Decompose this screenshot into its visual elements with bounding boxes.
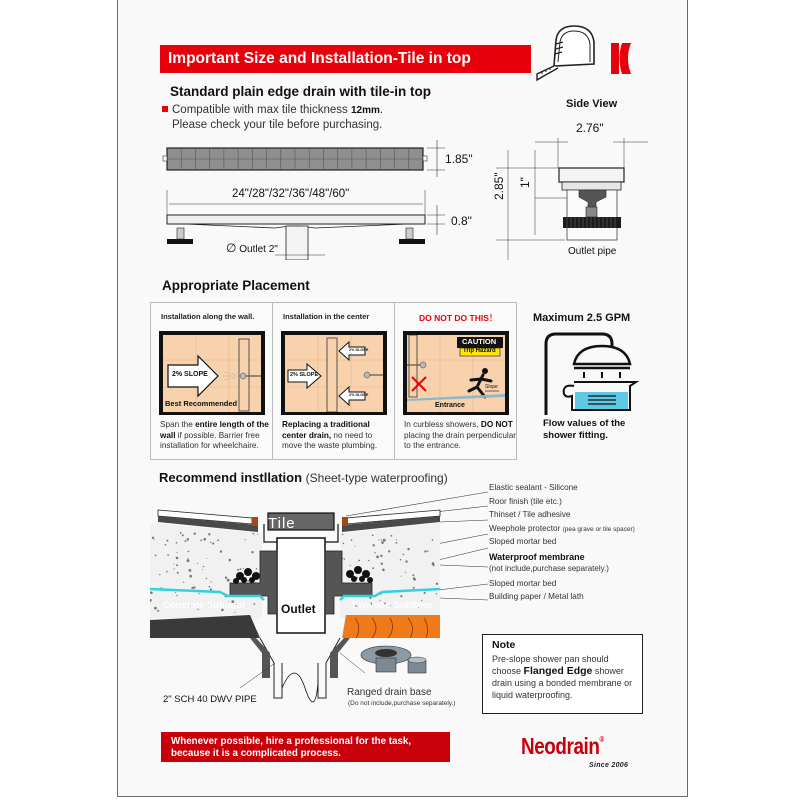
warning-line1: Whenever possible, hire a professional for the task, — [171, 736, 412, 747]
flow-desc-line1: Flow values of the — [543, 418, 626, 429]
placement-panel-wall — [151, 303, 273, 459]
legend-item — [489, 481, 635, 495]
slope-label: 2% SLOPE — [172, 371, 208, 378]
max-gpm-title: Maximum 2.5 GPM — [533, 312, 631, 324]
concrete-subfloor-label: Concrete Subfloor — [163, 600, 246, 611]
legend-item — [489, 508, 635, 522]
placement-panel-do-not — [395, 303, 517, 459]
product-subtitle: Standard plain edge drain with tile-in top — [170, 84, 432, 99]
flow-description — [543, 418, 625, 442]
drain-lengths-label: 24"/28"/32"/36"/48"/60" — [232, 188, 350, 200]
slope-label-bottom: 2% SLOPE — [349, 393, 369, 397]
panel-description — [404, 420, 516, 452]
legend-note: (not include,purchase separately.) — [489, 563, 609, 573]
placement-panel-center — [273, 303, 395, 459]
wrong-installation-illustration — [403, 331, 509, 415]
note-text-bold: Flanged Edge — [523, 665, 593, 677]
panel-title: Installation in the center — [283, 312, 370, 321]
outlet-size-text: Outlet 2" — [239, 244, 278, 255]
drain-base-label: Ranged drain base — [347, 687, 432, 698]
note-box — [482, 634, 643, 714]
entrance-label: Entrance — [435, 402, 465, 409]
desc-post: placing the drain perpendicular to the entrance. — [404, 430, 516, 450]
best-recommended-badge: Best Recommended — [165, 399, 238, 408]
install-subtitle: (Sheet-type waterproofing) — [305, 471, 448, 485]
slope-label: Slope — [485, 384, 498, 390]
install-title-text: Recommend instllation — [159, 470, 303, 485]
compat-thickness: 12mm — [350, 105, 380, 116]
install-title — [159, 470, 448, 485]
slope-label-top: 2% SLOPE — [349, 348, 369, 352]
caution-sign: CAUTION — [462, 337, 497, 346]
note-text-pre: Pre-slope shower pan should choose — [492, 654, 609, 676]
brand-logo — [521, 733, 604, 760]
brand-name: Neodrain — [521, 733, 600, 759]
note-title: Note — [492, 639, 516, 651]
flow-desc-line2: shower fitting. — [543, 430, 608, 441]
professional-warning — [161, 732, 450, 762]
drain-height-label: 0.8" — [451, 214, 472, 228]
brand-bracket-icon — [611, 43, 636, 74]
wall-installation-illustration — [159, 331, 265, 415]
panel-title-warning: DO NOT DO THIS！ — [419, 313, 498, 323]
panel-title: Installation along the wall. — [161, 312, 255, 321]
compat-suffix: . — [379, 104, 384, 116]
drain-top-view — [163, 140, 445, 177]
drain-width-label: 1.85" — [445, 152, 473, 166]
legend-label: Thinset / Tile adhesive — [489, 510, 571, 519]
outlet-pipe-label: Outlet pipe — [568, 246, 617, 257]
plywood-subfloor-label: Plywood Subfloor — [352, 600, 433, 611]
compat-note — [162, 103, 383, 132]
panel-description — [282, 420, 394, 452]
panel-description — [160, 420, 272, 452]
brand-since: Since 2006 — [589, 762, 629, 769]
legend-label: Roor finish (tile etc.) — [489, 496, 562, 506]
legend-item-note — [489, 563, 635, 575]
shower-flow-icon — [540, 330, 640, 415]
note-text-post: shower drain using a bonded membrane or liquid waterproofing. — [492, 666, 633, 700]
side-view-top-height: 1" — [518, 177, 532, 188]
placement-title: Appropriate Placement — [162, 278, 310, 293]
legend-label: Weephole protector — [489, 523, 561, 533]
drain-base-note: (Do not include,purchase separately.) — [348, 700, 456, 707]
legend-item — [489, 495, 635, 509]
desc-post: no need to move the waste plumbing. — [282, 430, 378, 450]
tile-label: Tile — [268, 515, 296, 532]
legend-label: Sloped mortar bed — [489, 537, 557, 546]
desc-pre: Span the — [160, 420, 196, 429]
legend-item — [489, 551, 635, 563]
pipe-label: 2" SCH 40 DWV PIPE — [163, 694, 257, 705]
legend-item — [489, 577, 635, 591]
drain-side-view — [167, 190, 445, 260]
flanged-drain-base — [361, 646, 426, 673]
desc-bold: entire length of the wall — [160, 420, 269, 440]
side-view-drawing — [490, 130, 660, 260]
registered-mark: ® — [599, 735, 604, 744]
slope-label: 2% SLOPE — [290, 372, 319, 378]
outlet-size-label — [226, 241, 278, 255]
installation-cross-section — [150, 488, 490, 708]
legend-item — [489, 522, 635, 536]
legend-label: Elastic sealant - Silicone — [489, 483, 578, 492]
legend-item — [489, 590, 635, 604]
legend-item — [489, 535, 635, 549]
warning-line2: because it is a complicated process. — [171, 748, 341, 759]
desc-post: if possible. Barrier free installation for wheelchaire. — [160, 430, 260, 450]
compat-text: Compatible with max tile thickness — [172, 104, 351, 116]
tape-measure-icon — [534, 22, 604, 82]
page-banner: Important Size and Installation-Tile in top — [160, 45, 531, 73]
trip-hazard-sign: Trip Hazard — [463, 348, 496, 354]
note-text — [492, 653, 633, 701]
side-view-total-height: 2.85" — [492, 172, 506, 200]
outlet-label: Outlet — [281, 602, 316, 616]
side-view-width: 2.76" — [576, 121, 604, 135]
side-view-title: Side View — [566, 98, 618, 110]
desc-pre: In curbless showers, — [404, 420, 481, 429]
diameter-icon: ∅ — [226, 241, 237, 255]
legend-note: (pea grave or tile spacer) — [562, 525, 635, 533]
legend-label: Building paper / Metal lath — [489, 592, 584, 601]
check-tile-note: Please check your tile before purchasing. — [172, 119, 383, 131]
bullet-icon — [162, 106, 168, 112]
desc-bold: DO NOT — [480, 420, 513, 429]
center-installation-illustration — [281, 331, 387, 415]
legend-label: Sloped mortar bed — [489, 578, 557, 588]
placement-panels — [150, 302, 517, 460]
desc-bold: Replacing a traditional center drain, — [282, 420, 370, 440]
legend-label: Waterproof membrane — [489, 551, 585, 562]
layer-legend — [489, 481, 635, 604]
